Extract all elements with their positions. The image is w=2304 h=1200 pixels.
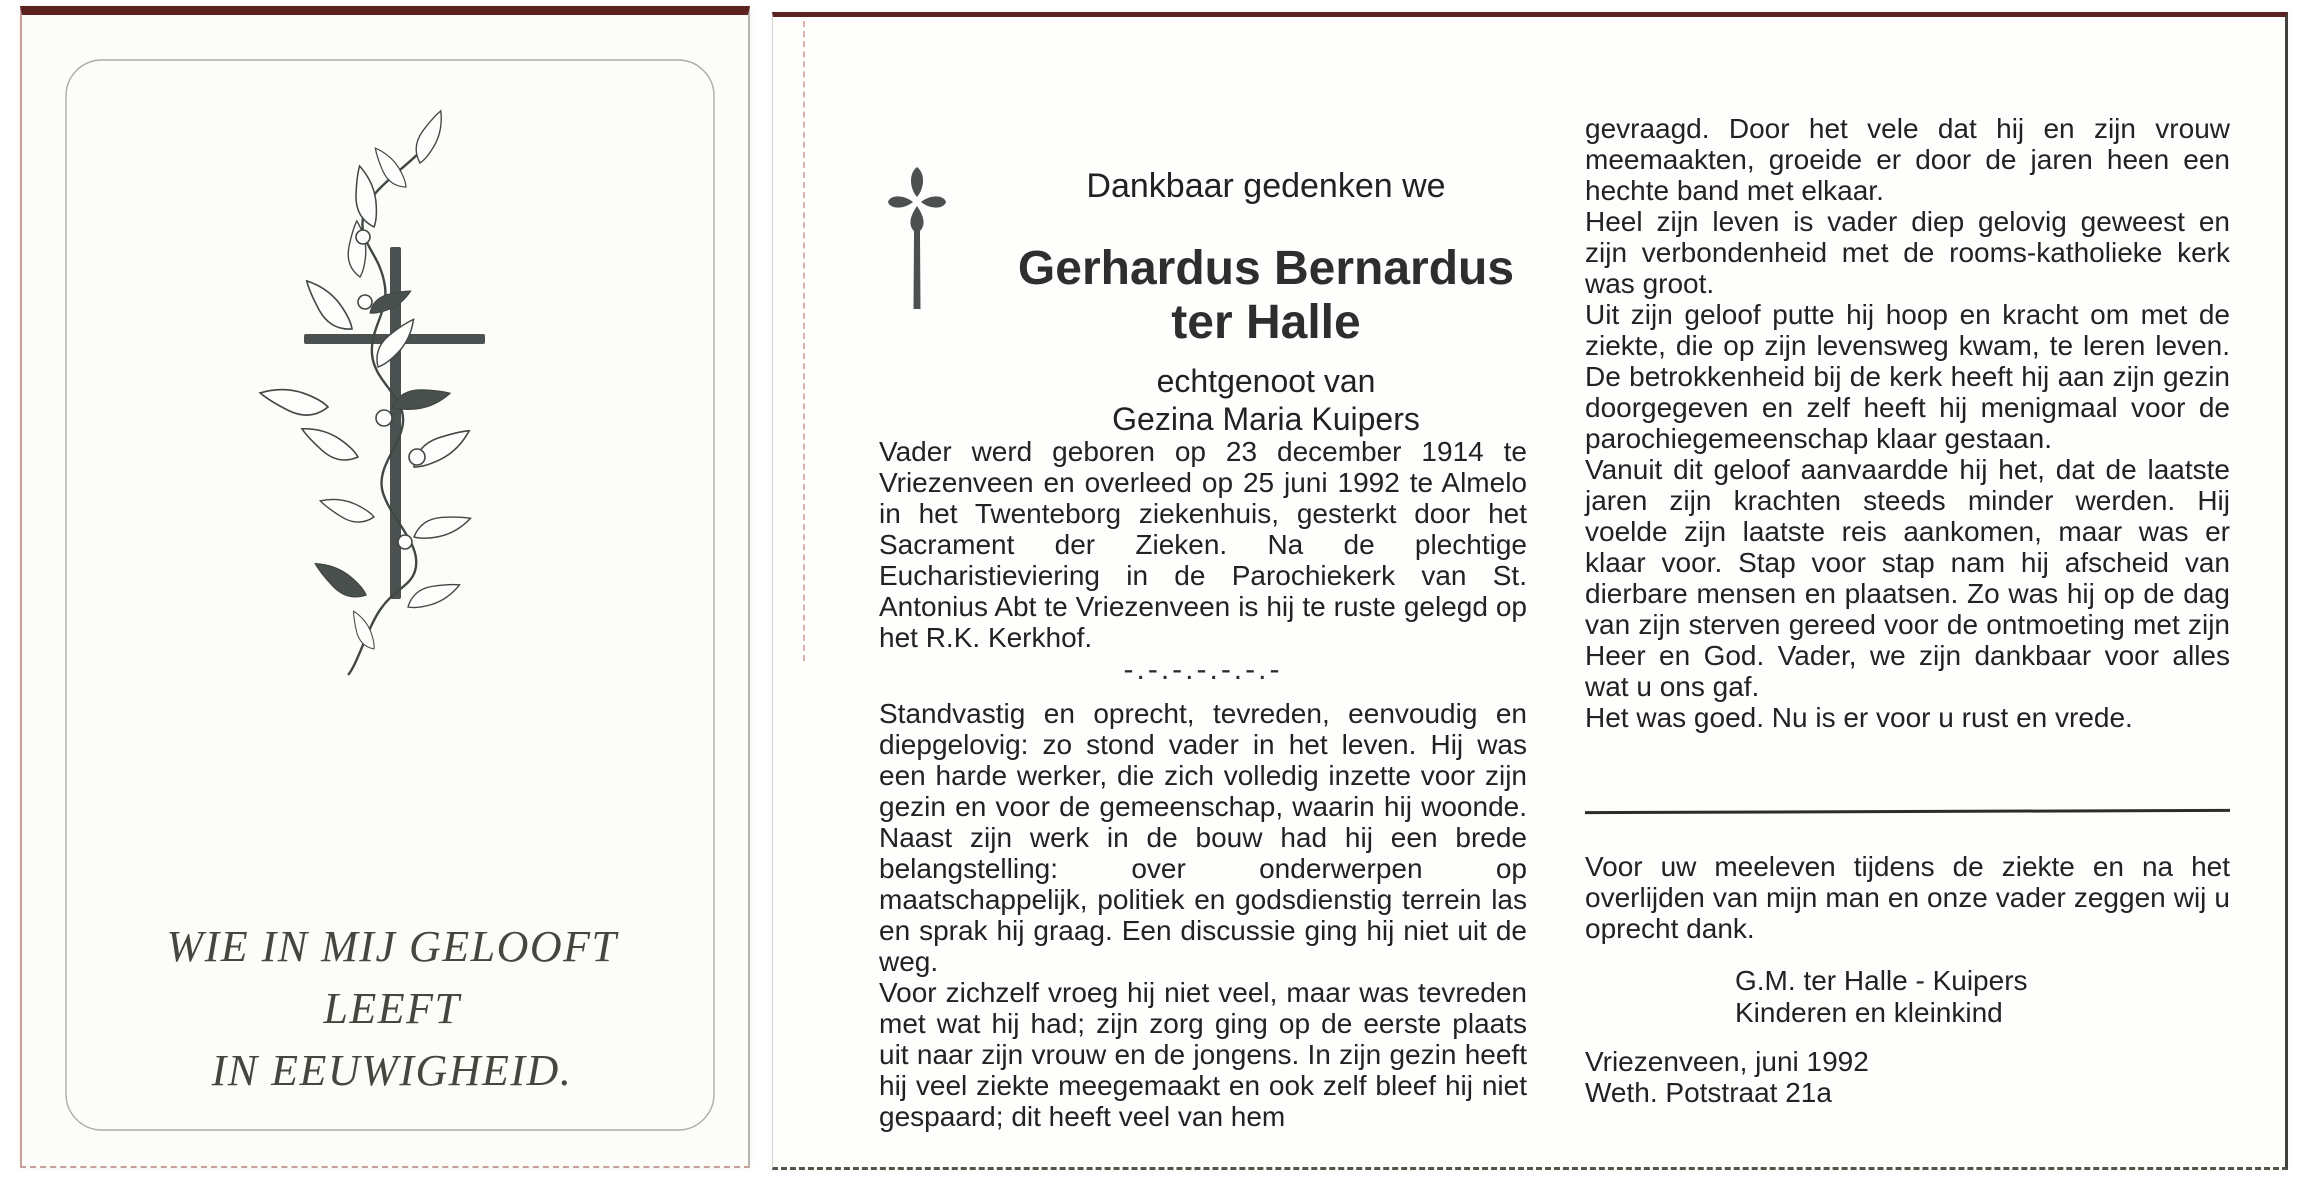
- budded-cross-icon: [886, 163, 948, 313]
- paragraph-thanks: Voor uw meeleven tijdens de ziekte en na het overlijden van mijn man en onze vader zeggen wij u oprecht dank.: [1585, 851, 2230, 944]
- memorial-card-back: [20, 6, 750, 1168]
- paragraph-faith: Heel zijn leven is vader diep gelovig geweest en zijn verbondenheid met de rooms-katholieke kerk was groot.: [1585, 206, 2230, 299]
- deceased-name-line1: Gerhardus Bernardus: [1017, 242, 1515, 295]
- epitaph-line-3: IN EEUWIGHEID.: [211, 1046, 573, 1095]
- epitaph-line-1: WIE IN MIJ GELOOFT: [166, 922, 618, 971]
- signature-widow: G.M. ter Halle - Kuipers: [1735, 965, 2028, 996]
- right-column-body: [1585, 113, 2230, 733]
- scan-fold-line: [803, 21, 805, 661]
- spouse-name: Gezina Maria Kuipers: [1112, 401, 1420, 437]
- intro-line: Dankbaar gedenken we: [1086, 167, 1446, 205]
- paragraph-church: Uit zijn geloof putte hij hoop en kracht om met de ziekte, die op zijn levensweg kwam, te leren leven. De betrokkenheid bij de kerk heeft hij aan zijn gezin doorgegeven en zelf heeft hij menigmaal voor de parochiegemeenschap klaar gestaan.: [1585, 299, 2230, 454]
- memorial-card-inside: [772, 12, 2288, 1170]
- address: Weth. Potstraat 21a: [1585, 1077, 1832, 1108]
- paragraph-closing: Het was goed. Nu is er voor u rust en vrede.: [1585, 702, 2133, 733]
- place-date-block: [1585, 1046, 1869, 1108]
- memorial-heading: [999, 168, 1533, 438]
- paragraph-farewell: Vanuit dit geloof aanvaardde hij het, dat de laatste jaren zijn krachten steeds minder werden. Hij voelde zijn laatste reis aankomen, maar was er klaar voor. Stap voor stap nam hij afscheid van dierbare mensen en plaatsen. Zo was hij op de dag van zijn sterven gereed voor de ontmoeting met zijn Heer en God. Vader, we zijn dankbaar voor alles wat u ons gaf.: [1585, 454, 2230, 702]
- relation-line: echtgenoot van: [1156, 363, 1376, 399]
- middle-column-opening: [879, 436, 1527, 653]
- ornamental-separator: -.-.-.-.-.-.-: [1123, 653, 1283, 686]
- paragraph-bond: gevraagd. Door het vele dat hij en zijn vrouw meemaakten, groeide er door de jaren heen een hechte band met elkaar.: [1585, 113, 2230, 206]
- signature-block: [1735, 965, 2028, 1029]
- signature-children: Kinderen en kleinkind: [1735, 997, 2003, 1028]
- divider-rule: [1585, 809, 2230, 814]
- paragraph-birth-death: Vader werd geboren op 23 december 1914 te Vriezenveen en overleed op 25 juni 1992 te Almelo in het Twenteborg ziekenhuis, gesterkt door het Sacrament der Zieken. Na de plechtige Eucharistieviering in de Parochiekerk van St. Antonius Abt te Vriezenveen is hij te ruste gelegd op het R.K. Kerkhof.: [879, 436, 1527, 653]
- deceased-name: [999, 242, 1533, 350]
- paragraph-family: Voor zichzelf vroeg hij niet veel, maar was tevreden met wat hij had; zijn zorg ging op de eerste plaats uit naar zijn vrouw en de jongens. In zijn gezin heeft hij veel ziekte meegemaakt en ook zelf bleef hij niet gespaard; dit heeft veel van hem: [879, 977, 1527, 1132]
- middle-column-body: [879, 698, 1527, 1132]
- thanks-paragraph: [1585, 851, 2230, 944]
- laurel-leaves: [258, 107, 474, 653]
- deceased-name-line2: ter Halle: [1171, 296, 1361, 349]
- paragraph-character: Standvastig en oprecht, tevreden, eenvoudig en diepgelovig: zo stond vader in het leven. Hij was een harde werker, die zich volledig inzette voor zijn gezin en voor de gemeenschap, waarin hij woonde. Naast zijn werk in de bouw had hij een brede belangstelling: over onderwerpen op maatschappelijk, politiek en godsdienstig terrein las en sprak hij graag. Een discussie ging hij niet uit de weg.: [879, 698, 1527, 977]
- place-date: Vriezenveen, juni 1992: [1585, 1046, 1869, 1077]
- epitaph-line-2: LEEFT: [323, 984, 461, 1033]
- epitaph: [22, 916, 748, 1102]
